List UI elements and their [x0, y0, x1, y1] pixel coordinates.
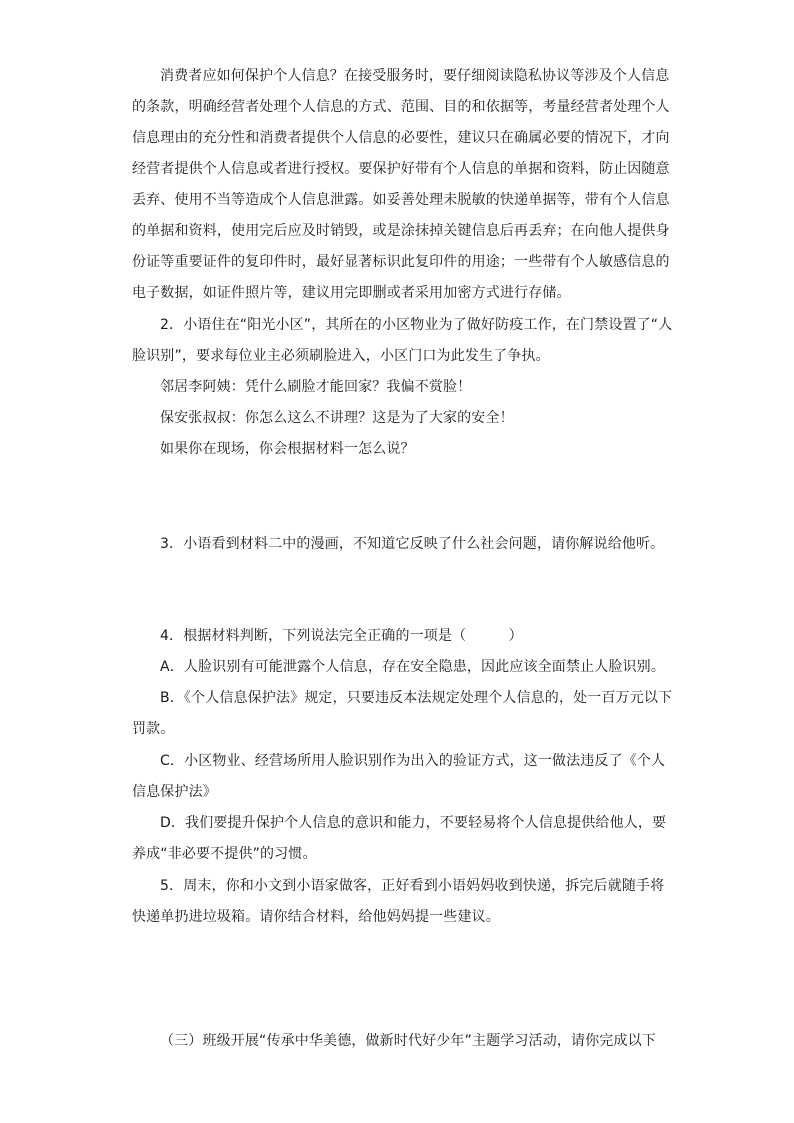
question-2-line: 2．小语住在“阳光小区”，其所在的小区物业为了做好防疫工作，在门禁设置了“人	[160, 317, 673, 333]
question-2-prompt: 如果你在现场，你会根据材料一怎么说？	[160, 441, 415, 457]
option-d-cont: 养成“非必要不提供”的习惯。	[132, 846, 317, 862]
question-3: 3．小语看到材料二中的漫画，不知道它反映了什么社会问题，请你解说给他听。	[160, 536, 665, 552]
paragraph-line: 的单据和资料，使用完后应及时销毁，或是涂抹掉关键信息后再丢弃；在向他人提供身	[132, 223, 670, 239]
paragraph-line: 丢弃、使用不当等造成个人信息泄露。如妥善处理未脱敏的快递单据等，带有个人信息	[132, 192, 670, 208]
dialog-line: 邻居李阿姨：凭什么刷脸才能回家？我偏不赏脸！	[160, 379, 472, 395]
dialog-line: 保安张叔叔：你怎么这么不讲理？这是为了大家的安全！	[160, 410, 514, 426]
question-5-cont: 快递单扔进垃圾箱。请你结合材料，给他妈妈提一些建议。	[132, 909, 500, 925]
section-3-heading: （三）班级开展“传承中华美德，做新时代好少年”主题学习活动，请你完成以下	[160, 1033, 656, 1049]
option-b-cont: 罚款。	[132, 721, 175, 737]
paragraph-line: 经营者提供个人信息或者进行授权。要保护好带有个人信息的单据和资料，防止因随意	[132, 161, 670, 177]
option-b: B．《个人信息保护法》规定，只要违反本法规定处理个人信息的，处一百万元以下	[160, 690, 673, 706]
paragraph-line: 消费者应如何保护个人信息？在接受服务时，要仔细阅读隐私协议等涉及个人信息	[160, 68, 670, 84]
question-5: 5．周末，你和小文到小语家做客，正好看到小语妈妈收到快递，拆完后就随手将	[160, 878, 665, 894]
question-2-line: 脸识别”，要求每位业主必须刷脸进入，小区门口为此发生了争执。	[132, 348, 550, 364]
option-a: A．人脸识别有可能泄露个人信息，存在安全隐患，因此应该全面禁止人脸识别。	[160, 659, 665, 675]
option-d: D．我们要提升保护个人信息的意识和能力，不要轻易将个人信息提供给他人，要	[160, 815, 667, 831]
option-c-cont: 信息保护法》	[132, 784, 217, 800]
paragraph-line: 份证等重要证件的复印件时，最好显著标识此复印件的用途；一些带有个人敏感信息的	[132, 254, 670, 270]
paragraph-line: 的条款，明确经营者处理个人信息的方式、范围、目的和依据等，考量经营者处理个人	[132, 99, 670, 115]
paragraph-line: 电子数据，如证件照片等，建议用完即删或者采用加密方式进行存储。	[132, 285, 571, 301]
question-4: 4．根据材料判断，下列说法完全正确的一项是（ ）	[160, 628, 523, 644]
paragraph-line: 信息理由的充分性和消费者提供个人信息的必要性，建议只在确属必要的情况下，才向	[132, 130, 670, 146]
option-c: C．小区物业、经营场所用人脸识别作为出入的验证方式，这一做法违反了《个人	[160, 753, 666, 769]
